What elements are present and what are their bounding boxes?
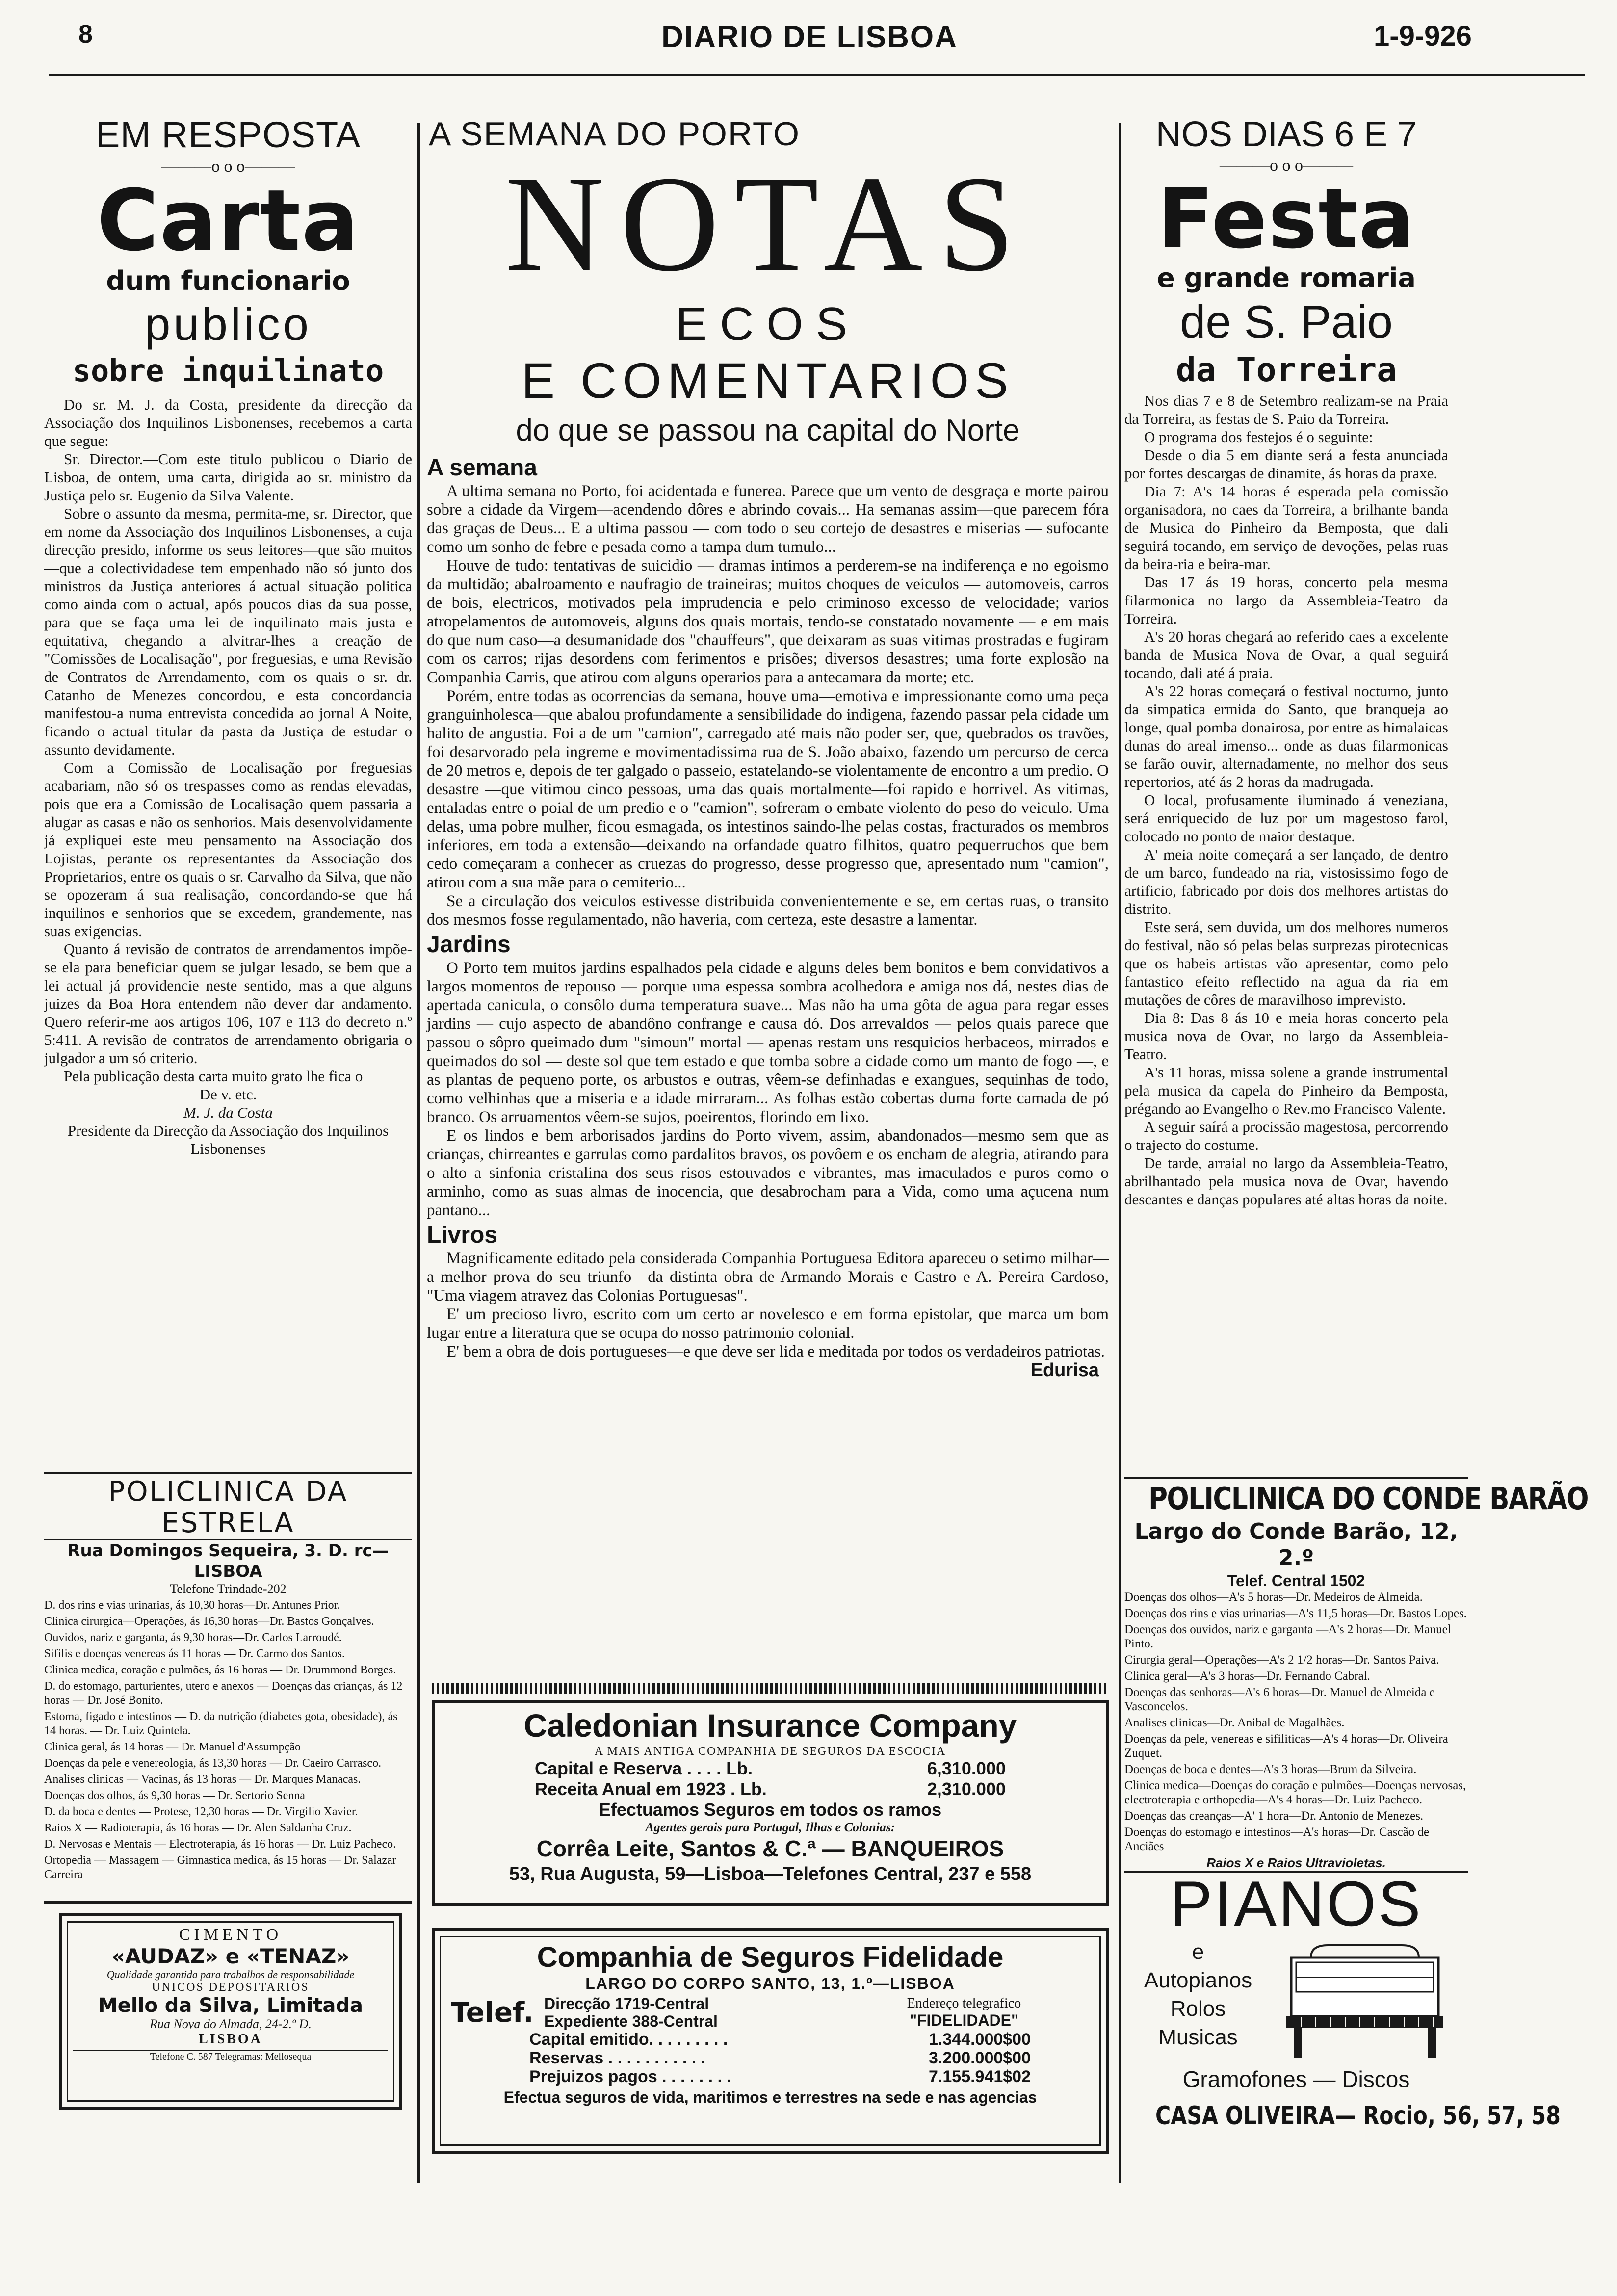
- ad-line: A MAIS ANTIGA COMPANHIA DE SEGUROS DA ESCOCIA: [594, 1745, 946, 1758]
- schedule-line: Sifilis e doenças venereas ás 11 horas — Dr. Carmo dos Santos.: [44, 1647, 345, 1660]
- paragraph: Dia 7: A's 14 horas é esperada pela comissão organisadora, no caes da Torreira, a brilhante banda de Musica do Pinheiro da Bemposta, que dali seguirá tocando, em serviço de devoções, pelas ruas da beira-ria e beira-mar.: [1124, 483, 1448, 573]
- paragraph: Porém, entre todas as ocorrencias da semana, houve uma—emotiva e impressionante como uma peça granguinholesca—que abalou profundamente a sensibilidade do indigena, fazendo passar pela cidade um halito de angustia. Foi a de um "camion", carregado até mais não poder ser, que, quebrados os travões, foi desarvorado pela ingreme e movimentadissima rua de S. João abaixo, fazendo um percurso de cerca de 20 metros e, depois de ter galgado o passeio, estatelando-se violentamente de encontro a um predio. O desastre —que vitimou cinco pessoas, uma das quais mortalmente—foi rapido e horrivel. As vitimas, entaladas entre o poial de um predio e o "camion", sofreram o embate violento do peso do veiculo. Uma delas, uma pobre mulher, ficou esmagada, os intestinos saindo-lhe pelas costas, fracturados os membros inferiores, em toda a extensão—deixando na orfandade quatro filhitos, quatro pequerruchos que bem cedo começaram a conhecer as cruezas do progresso, desse progresso que, apresentado num "camion", atirou com a sua mãe para o cemiterio...: [427, 687, 1109, 891]
- schedule-line: Doenças da pele e venereologia, ás 13,30 horas — Dr. Caeiro Carrasco.: [44, 1757, 382, 1770]
- section-heading: Jardins: [427, 932, 511, 958]
- masthead-date: 1-9-926: [1374, 20, 1472, 52]
- ad-figure-row: [446, 1758, 1094, 1779]
- ad-figure-row: [451, 2049, 1090, 2067]
- subheadline-2: publico: [145, 298, 312, 350]
- ad-figure-row: [451, 2030, 1090, 2049]
- paragraph: A ultima semana no Porto, foi acidentada e funerea. Parece que um vento de desgraça e morte pairou sobre a cidade da Virgem—acendendo dôres e abrindo covais... Ha semanas assim—que parecem fóra das graças de Deus... E a ultima passou — com todo o seu cortejo de desastres e miserias — sufocante como um sonho de febre e pesada como a tampa dum tumulo...: [427, 482, 1109, 556]
- schedule-line: Doenças dos olhos—A's 5 horas—Dr. Medeiros de Almeida.: [1124, 1591, 1423, 1604]
- subheadline-1: dum funcionario: [106, 265, 350, 296]
- left-article: [44, 113, 412, 1158]
- ad-phone: Telef. Central 1502: [1227, 1572, 1365, 1590]
- headline: Carta: [97, 171, 360, 270]
- telef-line: Direcção 1719-Central: [544, 1995, 709, 2012]
- center-article-body: [427, 454, 1109, 1380]
- schedule-line: D. do estomago, parturientes, utero e anexos — Doenças das crianças, ás 12 horas — Dr. José Bonito.: [44, 1680, 403, 1707]
- paragraph: A' meia noite começará a ser lançado, de dentro de um barco, fundeado na ria, vistosissimo fogo de artificio, fabricado por dois dos melhores artistas do distrito.: [1124, 846, 1448, 917]
- figure-label: Capital emitido. . . . . . . . .: [529, 2030, 728, 2049]
- schedule-line: Cirurgia geral—Operações—A's 2 1/2 horas—Dr. Santos Paiva.: [1124, 1653, 1439, 1667]
- ad-cimento: [59, 1913, 402, 2110]
- telef-label: Telef.: [451, 1996, 534, 2029]
- ad-title: Caledonian Insurance Company: [523, 1707, 1017, 1744]
- ad-caledonian: [432, 1700, 1109, 1906]
- ad-phone: Telefone Trindade-202: [170, 1582, 287, 1596]
- decorative-rule: [432, 1683, 1109, 1694]
- headline: NOTAS: [505, 147, 1031, 300]
- schedule-line: Ortopedia — Massagem — Gimnastica medica, ás 15 horas — Dr. Salazar Carreira: [44, 1854, 396, 1881]
- ad-contact-row: [451, 1995, 1090, 2030]
- subheadline-2: de S. Paio: [1180, 296, 1393, 347]
- paragraph: E' um precioso livro, escrito com um certo ar novelesco e em forma epistolar, que marca um bom lugar entre a literatura que se ocupa do nosso patrimonio colonial.: [427, 1305, 1109, 1342]
- paragraph: O local, profusamente iluminado á veneziana, será enriquecido de luz por um magestoso farol, colocado no ponto de maior destaque.: [1124, 791, 1448, 845]
- left-article-body: [44, 395, 412, 1158]
- schedule-line: D. dos rins e vias urinarias, ás 10,30 horas—Dr. Antunes Prior.: [44, 1599, 340, 1612]
- subheadline-3: da Torreira: [1175, 351, 1397, 390]
- ad-schedule: [1124, 1590, 1468, 1853]
- right-article: [1124, 113, 1448, 1208]
- ad-line: CIMENTO: [179, 1926, 283, 1944]
- paragraph: E' bem a obra de dois portugueses—e que deve ser lida e meditada por todos os verdadeiros patriotas.: [446, 1343, 1105, 1360]
- paragraph: O Porto tem muitos jardins espalhados pela cidade e alguns deles bem bonitos e bem convidativos a largos momentos de repouso — porque uma espessa sombra acolhedora e amiga nos dá, nestes dias de apertada canicula, o consôlo duma temperatura suave... Mas não ha uma gôta de agua para regar esses jardins — cujo aspecto de abandôno confrange e causa dó. Dos arrevaldos — pelos quais parece que passou o sôpro queimado dum "simoun" mortal — apenas restam uns resquicios herbaceos, mirrados e queimados do sol — deste sol que tem estado e que tomba sobre a cidade como um manto de fogo —, e as plantas de pequeno porte, os arbustos e outras, vêem-se definhadas e exangues, sequinhas de todo, como velhinhas que a miseria e a idade mirraram... As folhas estão cobertas duma forte camada de pó branco. Os arruamentos vêem-se sujos, poeirentos, florindo em lixo.: [427, 959, 1109, 1126]
- schedule-line: Clinica geral, ás 14 horas — Dr. Manuel d'Assumpção: [44, 1741, 301, 1753]
- paragraph: Sr. Director.—Com este titulo publicou o Diario de Lisboa, de ontem, uma carta, dirigida ao sr. ministro da Justiça pelo sr. Eugenio da Silva Valente.: [44, 450, 412, 504]
- paragraph: Pela publicação desta carta muito grato lhe fica o: [64, 1068, 363, 1085]
- schedule-line: Doenças das senhoras—A's 6 horas—Dr. Manuel de Almeida e Vasconcelos.: [1124, 1686, 1435, 1713]
- telegraph: [838, 1996, 1090, 2030]
- kicker: A SEMANA DO PORTO: [429, 115, 801, 153]
- figure-value: 7.155.941$02: [929, 2067, 1031, 2086]
- telegraph-label: Endereço telegrafico: [907, 1995, 1021, 2011]
- ad-line: LISBOA: [199, 2032, 262, 2047]
- newspaper-title: DIARIO DE LISBOA: [661, 20, 958, 54]
- subheadline-1: ECOS: [675, 298, 861, 350]
- subheadline-1: e grande romaria: [1157, 262, 1416, 293]
- ad-footer: Efectua seguros de vida, maritimos e terrestres na sede e nas agencias: [503, 2088, 1037, 2106]
- subheadline-2: E COMENTARIOS: [521, 353, 1015, 409]
- masthead: [0, 0, 1617, 54]
- paragraph: Desde o dia 5 em diante será a festa anunciada por fortes descargas de dinamite, ás horas da praxe.: [1124, 446, 1448, 482]
- schedule-line: Clinica cirurgica—Operações, ás 16,30 horas—Dr. Bastos Gonçalves.: [44, 1615, 374, 1628]
- ad-line: Rolos: [1170, 1997, 1226, 2021]
- figure-label: Reservas . . . . . . . . . . .: [529, 2049, 706, 2067]
- paragraph: Se a circulação dos veiculos estivesse distribuida convenientemente e se, em certas ruas, o transito dos mesmos fosse regulamentado, não haveria, com certeza, este desastre a lamentar.: [427, 892, 1109, 929]
- subheadline-3: do que se passou na capital do Norte: [516, 414, 1020, 447]
- schedule-line: Doenças de boca e dentes—A's 3 horas—Brum da Silveira.: [1124, 1763, 1417, 1776]
- telegraph-value: "FIDELIDADE": [909, 2011, 1019, 2029]
- ad-line: Agentes gerais para Portugal, Ilhas e Colonias:: [645, 1820, 895, 1834]
- schedule-line: Doenças dos ouvidos, nariz e garganta —A's 2 horas—Dr. Manuel Pinto.: [1124, 1623, 1451, 1650]
- paragraph: Quanto á revisão de contratos de arrendamentos impõe-se ela para beneficiar quem se julgar lesado, se bem que a lei actual já providencie neste sentido, mas a que alguns juizes da Boa Hora entendem não dever dar andamento. Quero referir-me aos artigos 106, 107 e 113 do decreto n.º 5:411. A revisão de contratos de arrendamento obrigaria o julgador a um só criterio.: [44, 940, 412, 1067]
- center-article: [427, 113, 1109, 1380]
- figure-label: Receita Anual em 1923 . Lb.: [535, 1779, 767, 1799]
- paragraph: A's 20 horas chegará ao referido caes a excelente banda de Musica Nova de Ovar, a qual seguirá tocando, dali até á praia.: [1124, 628, 1448, 681]
- schedule-line: Raios X — Radioterapia, ás 16 horas — Dr. Alen Saldanha Cruz.: [44, 1822, 352, 1834]
- ad-line: Gramofones — Discos: [1182, 2066, 1410, 2092]
- ad-lines: [1124, 1938, 1272, 2052]
- paragraph: A seguir saírá a procissão magestosa, percorrendo o trajecto do costume.: [1124, 1118, 1448, 1153]
- ad-title: PIANOS: [1170, 1868, 1423, 1939]
- subheadline-3: sobre inquilinato: [72, 353, 384, 389]
- ad-address: Rua Domingos Sequeira, 3. D. rc—LISBOA: [67, 1541, 389, 1581]
- masthead-rule: [49, 74, 1585, 76]
- kicker: EM RESPOSTA: [95, 114, 361, 155]
- paragraph: Do sr. M. J. da Costa, presidente da direcção da Associação dos Inquilinos Lisbonenses, recebemos a carta que segue:: [44, 396, 412, 449]
- telef-numbers: [544, 1995, 838, 2030]
- ad-line: Qualidade garantida para trabalhos de responsabilidade: [106, 1968, 355, 1981]
- paragraph: Com a Comissão de Localisação por freguesias acabariam, não só os trespasses como as rendas elevadas, pois que era a Comissão de Localisação quem passaria a alugar as casas e não os senhorios. Mais desenvolvidamente já expliquei este meu pensamento na Associação dos Lojistas, perante os representantes da Associação dos Proprietarios, entre os quais o sr. Carvalho da Silva, que não se opozeram á sua realisação, concordando-se que há inquilinos e senhorios que se excedem, grandemente, nas suas exigencias.: [44, 759, 412, 939]
- schedule-line: Clinica medica—Doenças do coração e pulmões—Doenças nervosas, electroterapia e orthopedia—A's 4 horas—Dr. Luiz Pacheco.: [1124, 1779, 1466, 1806]
- ad-title: POLICLINICA DA ESTRELA: [44, 1476, 412, 1540]
- ad-brand: «AUDAZ» e «TENAZ»: [111, 1944, 350, 1968]
- ad-fidelidade-inner: [440, 1936, 1101, 2146]
- figure-value: 3.200.000$00: [929, 2049, 1031, 2067]
- section-heading: A semana: [427, 455, 537, 481]
- ad-figure-row: [446, 1779, 1094, 1800]
- piano-illustration: [1281, 1943, 1458, 2061]
- paragraph: Houve de tudo: tentativas de suicidio — dramas intimos a perderem-se na indiferença e no egoismo da multidão; abalroamento e naufragio de traineiras; muitos choques de veiculos — automoveis, carros de bois, electricos, motivados pela imprudencia e pelo criminoso excesso de velocidade; varios atropelamentos de automoveis, alguns dos quais mortais, tendo-se constatado novamente — e em mais do que num caso—a desumanidade dos "chauffeurs", que deixaram as suas vitimas prostradas e fugiram com os carros; rijas desordens com ferimentos e prisões; diversos desastres; uma forte explosão na Companhia Carris, que atirou com alguns operarios para a antecamara da morte; etc.: [427, 557, 1109, 686]
- paragraph: Este será, sem duvida, um dos melhores numeros do festival, não só pelas belas surprezas pirotecnicas que os habeis artistas vão apresentar, como pelo fantastico efeito reflectido na agua da ria em mutações de côres de maravilhoso imprevisto.: [1124, 918, 1448, 1008]
- ad-address: 53, Rua Augusta, 59—Lisboa—Telefones Central, 237 e 558: [509, 1864, 1032, 1884]
- figure-label: Prejuizos pagos . . . . . . . .: [529, 2067, 731, 2086]
- paragraph: E os lindos e bem arborisados jardins do Porto vivem, assim, abandonados—mesmo sem que as crianças, chirreantes e garrulas como pardalitos bravos, os povôem e os encham de alegria, atirando para o alto a sinfonia cristalina dos seus risos estouvados e vibrantes, mas imaculados e puros como o arminho, como as suas almas de inocencia, que desabrocham para a Vida, como uma açucena num pantano...: [427, 1127, 1109, 1219]
- ad-fidelidade: [432, 1928, 1109, 2154]
- ad-policlinica-estrela: [44, 1472, 412, 1904]
- ad-schedule: [44, 1598, 412, 1882]
- ad-title: POLICLINICA DO CONDE BARÃO: [1148, 1481, 1588, 1516]
- schedule-line: Ouvidos, nariz e garganta, ás 9,30 horas—Dr. Carlos Larroudé.: [44, 1631, 342, 1644]
- schedule-line: Clinica geral—A's 3 horas—Dr. Fernando Cabral.: [1124, 1670, 1370, 1683]
- signature: M. J. da Costa: [183, 1104, 273, 1121]
- paragraph: Dia 8: Das 8 ás 10 e meia horas concerto pela musica nova de Ovar, no largo da Assembleia-Teatro.: [1124, 1009, 1448, 1063]
- figure-label: Capital e Reserva . . . . Lb.: [535, 1758, 753, 1778]
- ad-line: e: [1192, 1940, 1204, 1964]
- ad-company: Mello da Silva, Limitada: [98, 1994, 364, 2017]
- figure-value: 2,310.000: [927, 1779, 1006, 1799]
- paragraph: Magnificamente editado pela considerada Companhia Portuguesa Editora apareceu o setimo milhar—a melhor prova do seu triunfo—da distinta obra de Armando Morais e Castro e A. Pereira Cardoso, "Uma viagem atravez das Colonias Portuguesas".: [427, 1250, 1109, 1305]
- ad-agent: Corrêa Leite, Santos & C.ª — BANQUEIROS: [536, 1836, 1004, 1861]
- schedule-line: Doenças do estomago e intestinos—A's horas—Dr. Cascão de Anciães: [1124, 1826, 1430, 1853]
- ad-figure-row: [451, 2067, 1090, 2086]
- ad-line: Efectuamos Seguros em todos os ramos: [599, 1800, 942, 1820]
- ad-line: Telefone C. 587 Telegramas: Mellosequa: [73, 2050, 388, 2062]
- signature-title: Presidente da Direcção da Associação dos Inquilinos Lisbonenses: [67, 1122, 389, 1157]
- byline: Edurisa: [1030, 1360, 1099, 1381]
- schedule-line: Analises clinicas — Vacinas, ás 13 horas — Dr. Marques Manacas.: [44, 1773, 361, 1786]
- headline: Festa: [1157, 171, 1415, 267]
- ad-line: Autopianos: [1144, 1968, 1252, 1992]
- column-divider-left: [417, 123, 420, 2183]
- ad-cimento-inner: [67, 1921, 394, 2102]
- ad-address: Largo do Conde Barão, 12, 2.º: [1134, 1519, 1458, 1570]
- page-number: 8: [78, 20, 93, 49]
- schedule-line: Estoma, figado e intestinos — D. da nutrição (diabetes gota, obesidade), ás 14 horas. — Dr. Luiz Quintela.: [44, 1710, 398, 1737]
- ad-title: Companhia de Seguros Fidelidade: [537, 1941, 1004, 1973]
- ad-line: Musicas: [1158, 2025, 1238, 2049]
- paragraph: Das 17 ás 19 horas, concerto pela mesma filarmonica no largo da Assembleia-Teatro da Torreira.: [1124, 574, 1448, 627]
- paragraph: De tarde, arraial no largo da Assembleia-Teatro, abrilhantado pela musica nova de Ovar, havendo descantes e danças populares até altas horas da noite.: [1124, 1154, 1448, 1208]
- schedule-line: D. Nervosas e Mentais — Electroterapia, ás 16 horas — Dr. Luiz Pacheco.: [44, 1838, 396, 1851]
- schedule-line: Doenças dos olhos, ás 9,30 horas — Dr. Sertorio Senna: [44, 1789, 305, 1802]
- paragraph: A's 22 horas começará o festival nocturno, junto da simpatica ermida do Santo, que branqueja ao longe, qual pomba donairosa, por entre as himalaicas dunas do areal imenso... onde as duas filarmonicas se farão ouvir, alternadamente, no melhor dos seus repertorios, até ás 2 horas da madrugada.: [1124, 682, 1448, 790]
- paragraph: Nos dias 7 e 8 de Setembro realizam-se na Praia da Torreira, as festas de S. Paio da Torreira.: [1124, 392, 1448, 427]
- column-divider-right: [1119, 123, 1121, 2183]
- ad-footer: Raios X e Raios Ultravioletas.: [1124, 1855, 1468, 1873]
- schedule-line: Doenças dos rins e vias urinarias—A's 11,5 horas—Dr. Bastos Lopes.: [1124, 1607, 1467, 1620]
- ad-address: LARGO DO CORPO SANTO, 13, 1.º—LISBOA: [585, 1975, 955, 1992]
- ad-pianos: [1124, 1868, 1561, 2144]
- telef-line: Expediente 388-Central: [544, 2012, 718, 2030]
- figure-value: 6,310.000: [927, 1758, 1006, 1778]
- schedule-line: Doenças das creanças—A' 1 hora—Dr. Antonio de Menezes.: [1124, 1809, 1424, 1823]
- schedule-line: Doenças da pele, venereas e sifiliticas—A's 4 horas—Dr. Oliveira Zuquet.: [1124, 1732, 1448, 1760]
- schedule-line: Analises clinicas—Dr. Anibal de Magalhães.: [1124, 1716, 1345, 1729]
- ornament: ———o o o———: [161, 157, 295, 176]
- schedule-line: Clinica medica, coração e pulmões, ás 16 horas — Dr. Drummond Borges.: [44, 1664, 396, 1676]
- ornament: ———o o o———: [1220, 157, 1353, 175]
- paragraph: O programa dos festejos é o seguinte:: [1144, 428, 1373, 445]
- ad-line: Rua Nova do Almada, 24-2.º D.: [150, 2017, 312, 2031]
- ad-policlinica-conde-barao: [1124, 1477, 1588, 1870]
- paragraph: A's 11 horas, missa solene a grande instrumental pela musica da capela do Pinheiro da Bemposta, prégando ao Evangelho o Rev.mo Francisco Valente.: [1124, 1064, 1448, 1117]
- figure-value: 1.344.000$00: [929, 2030, 1031, 2049]
- kicker: NOS DIAS 6 E 7: [1155, 115, 1417, 154]
- right-article-body: [1124, 391, 1448, 1208]
- ad-address: CASA OLIVEIRA— Rocio, 56, 57, 58: [1155, 2101, 1561, 2131]
- ad-line: UNICOS DEPOSITARIOS: [152, 1981, 310, 1994]
- closing: De v. etc.: [199, 1086, 257, 1103]
- paragraph: Sobre o assunto da mesma, permita-me, sr. Director, que em nome da Associação dos Inquilinos Lisbonenses, a cuja direcção presido, informe os seus leitores—que são muitos—que a colectividadese tem empenhado não só junto dos ministros da Justiça anteriores á actual situação politica como ainda com o actual, após poucos dias da sua posse, para que se faça uma lei de inquilinato mais justa e equitativa, chegando a alvitrar-lhes a creação de "Comissões de Localisação", por freguesias, e uma Revisão de Contratos de Arrendamento, com os quais o sr. dr. Catanho de Menezes concordou, e esta concordancia manifestou-a numa entrevista concedida ao jornal A Noite, ficando o actual titular da pasta da Justiça de estudar o assunto devidamente.: [44, 505, 412, 758]
- schedule-line: D. da boca e dentes — Protese, 12,30 horas — Dr. Virgilio Xavier.: [44, 1805, 358, 1818]
- section-heading: Livros: [427, 1222, 498, 1248]
